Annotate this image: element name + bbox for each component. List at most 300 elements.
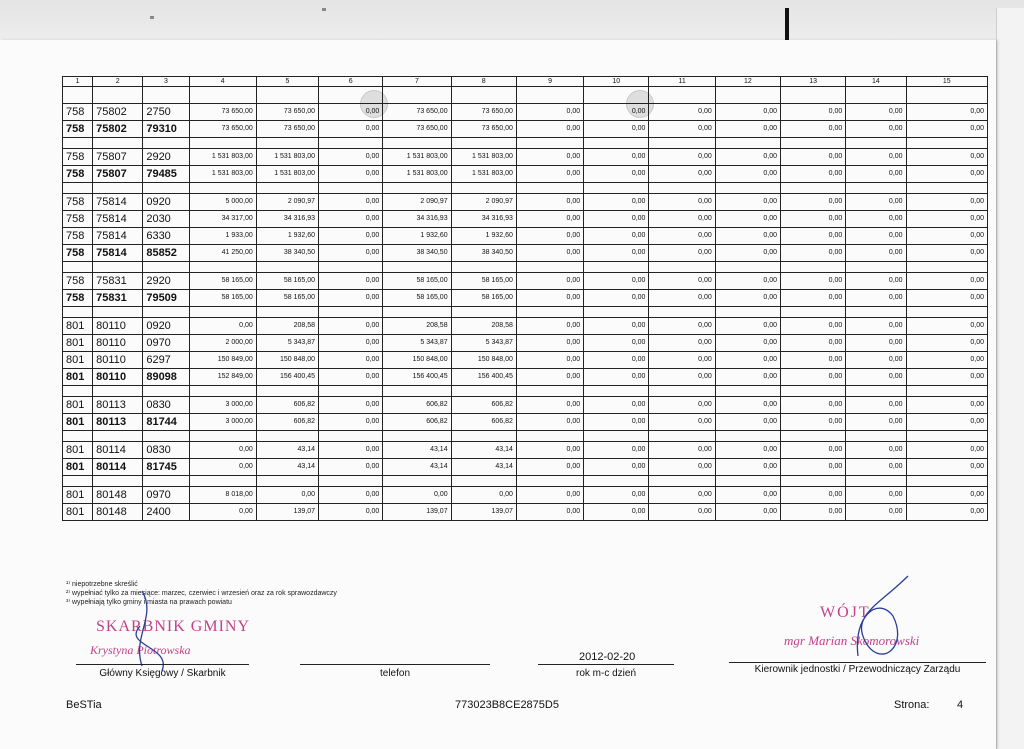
amount-cell: 1 531 803,00 bbox=[451, 149, 516, 166]
separator-cell bbox=[715, 183, 780, 194]
amount-cell: 0,00 bbox=[649, 335, 715, 352]
separator-cell bbox=[846, 138, 906, 149]
table-row bbox=[63, 504, 988, 521]
amount-cell: 0,00 bbox=[715, 318, 780, 335]
separator-cell bbox=[584, 262, 649, 273]
amount-cell: 0,00 bbox=[319, 504, 383, 521]
amount-cell: 156 400,45 bbox=[383, 369, 451, 386]
chapter-cell: 75814 bbox=[93, 211, 143, 228]
amount-cell: 156 400,45 bbox=[451, 369, 516, 386]
amount-cell: 0,00 bbox=[781, 442, 846, 459]
amount-cell: 0,00 bbox=[516, 149, 583, 166]
amount-cell: 0,00 bbox=[584, 369, 649, 386]
amount-cell: 0,00 bbox=[906, 104, 987, 121]
table-row bbox=[63, 442, 988, 459]
amount-cell: 0,00 bbox=[649, 397, 715, 414]
amount-cell: 43,14 bbox=[256, 459, 318, 476]
separator-cell bbox=[63, 476, 93, 487]
amount-cell: 0,00 bbox=[906, 273, 987, 290]
table-row bbox=[63, 273, 988, 290]
mayor-stamp: WÓJT bbox=[820, 604, 871, 621]
treasurer-signature bbox=[112, 586, 182, 676]
amount-cell: 0,00 bbox=[319, 245, 383, 262]
section-cell: 801 bbox=[63, 487, 93, 504]
amount-cell: 0,00 bbox=[846, 352, 906, 369]
separator-cell bbox=[906, 307, 987, 318]
amount-cell: 0,00 bbox=[906, 245, 987, 262]
amount-cell: 0,00 bbox=[516, 504, 583, 521]
section-cell: 758 bbox=[63, 228, 93, 245]
amount-cell: 208,58 bbox=[256, 318, 318, 335]
amount-cell: 0,00 bbox=[781, 166, 846, 183]
chapter-cell: 80148 bbox=[93, 487, 143, 504]
separator-cell bbox=[189, 476, 256, 487]
separator-cell bbox=[451, 476, 516, 487]
amount-cell: 58 165,00 bbox=[451, 290, 516, 307]
separator-cell bbox=[451, 183, 516, 194]
amount-cell: 58 165,00 bbox=[189, 290, 256, 307]
amount-cell: 43,14 bbox=[451, 459, 516, 476]
amount-cell: 0,00 bbox=[516, 228, 583, 245]
amount-cell: 0,00 bbox=[319, 414, 383, 431]
phone-label: telefon bbox=[379, 668, 411, 679]
section-cell: 758 bbox=[63, 149, 93, 166]
amount-cell: 139,07 bbox=[383, 504, 451, 521]
paragraph-cell: 79310 bbox=[143, 121, 189, 138]
footnote: ¹⁾ niepotrzebne skreślić bbox=[66, 581, 138, 588]
separator-cell bbox=[383, 87, 451, 104]
amount-cell: 38 340,50 bbox=[256, 245, 318, 262]
amount-cell: 0,00 bbox=[584, 504, 649, 521]
amount-cell: 0,00 bbox=[649, 459, 715, 476]
amount-cell: 1 531 803,00 bbox=[189, 149, 256, 166]
separator-cell bbox=[906, 476, 987, 487]
amount-cell: 0,00 bbox=[846, 318, 906, 335]
amount-cell: 0,00 bbox=[516, 442, 583, 459]
paragraph-cell: 0920 bbox=[143, 318, 189, 335]
amount-cell: 0,00 bbox=[846, 442, 906, 459]
amount-cell: 0,00 bbox=[846, 121, 906, 138]
column-number: 15 bbox=[906, 77, 987, 87]
amount-cell: 0,00 bbox=[846, 487, 906, 504]
amount-cell: 0,00 bbox=[715, 273, 780, 290]
amount-cell: 0,00 bbox=[906, 335, 987, 352]
amount-cell: 0,00 bbox=[649, 166, 715, 183]
amount-cell: 0,00 bbox=[319, 318, 383, 335]
section-cell: 801 bbox=[63, 397, 93, 414]
amount-cell: 0,00 bbox=[781, 335, 846, 352]
amount-cell: 139,07 bbox=[256, 504, 318, 521]
separator-cell bbox=[143, 431, 189, 442]
separator-cell bbox=[516, 386, 583, 397]
separator-cell bbox=[383, 431, 451, 442]
amount-cell: 58 165,00 bbox=[256, 273, 318, 290]
separator-cell bbox=[189, 183, 256, 194]
amount-cell: 0,00 bbox=[319, 273, 383, 290]
separator-cell bbox=[319, 386, 383, 397]
amount-cell: 0,00 bbox=[906, 397, 987, 414]
amount-cell: 0,00 bbox=[516, 459, 583, 476]
amount-cell: 0,00 bbox=[319, 369, 383, 386]
amount-cell: 606,82 bbox=[383, 414, 451, 431]
separator-cell bbox=[715, 87, 780, 104]
table-row bbox=[63, 352, 988, 369]
amount-cell: 0,00 bbox=[649, 273, 715, 290]
amount-cell: 58 165,00 bbox=[383, 290, 451, 307]
chapter-cell: 75831 bbox=[93, 273, 143, 290]
separator-cell bbox=[143, 87, 189, 104]
separator-cell bbox=[63, 431, 93, 442]
column-number: 1 bbox=[63, 77, 93, 87]
amount-cell: 0,00 bbox=[584, 397, 649, 414]
summary-row bbox=[63, 290, 988, 307]
separator-cell bbox=[649, 138, 715, 149]
section-cell: 758 bbox=[63, 273, 93, 290]
separator-cell bbox=[781, 87, 846, 104]
amount-cell: 0,00 bbox=[319, 352, 383, 369]
separator-cell bbox=[256, 431, 318, 442]
paragraph-cell: 0970 bbox=[143, 487, 189, 504]
separator-cell bbox=[63, 386, 93, 397]
treasurer-name-stamp: Krystyna Piotrowska bbox=[90, 643, 191, 657]
amount-cell: 0,00 bbox=[189, 504, 256, 521]
amount-cell: 0,00 bbox=[189, 442, 256, 459]
amount-cell: 0,00 bbox=[781, 414, 846, 431]
separator-cell bbox=[63, 183, 93, 194]
amount-cell: 0,00 bbox=[906, 228, 987, 245]
separator-cell bbox=[256, 386, 318, 397]
amount-cell: 150 848,00 bbox=[451, 352, 516, 369]
amount-cell: 2 000,00 bbox=[189, 335, 256, 352]
page-number: 4 bbox=[957, 699, 964, 711]
separator-cell bbox=[516, 307, 583, 318]
section-cell: 801 bbox=[63, 369, 93, 386]
amount-cell: 0,00 bbox=[319, 149, 383, 166]
amount-cell: 0,00 bbox=[906, 459, 987, 476]
amount-cell: 606,82 bbox=[256, 414, 318, 431]
separator-cell bbox=[383, 262, 451, 273]
amount-cell: 73 650,00 bbox=[451, 121, 516, 138]
signature-line bbox=[729, 662, 986, 663]
amount-cell: 0,00 bbox=[516, 166, 583, 183]
amount-cell: 0,00 bbox=[846, 273, 906, 290]
amount-cell: 0,00 bbox=[584, 459, 649, 476]
separator-cell bbox=[63, 262, 93, 273]
separator-cell bbox=[451, 87, 516, 104]
document-code: 773023B8CE2875D5 bbox=[455, 699, 559, 711]
separator-cell bbox=[584, 476, 649, 487]
separator-cell bbox=[451, 431, 516, 442]
chapter-cell: 75814 bbox=[93, 228, 143, 245]
amount-cell: 58 165,00 bbox=[256, 290, 318, 307]
separator-cell bbox=[846, 431, 906, 442]
amount-cell: 0,00 bbox=[584, 194, 649, 211]
separator-cell bbox=[256, 307, 318, 318]
separator-cell bbox=[451, 262, 516, 273]
separator-cell bbox=[649, 183, 715, 194]
amount-cell: 0,00 bbox=[189, 318, 256, 335]
amount-cell: 38 340,50 bbox=[383, 245, 451, 262]
amount-cell: 0,00 bbox=[649, 318, 715, 335]
amount-cell: 0,00 bbox=[649, 121, 715, 138]
column-number: 9 bbox=[516, 77, 583, 87]
amount-cell: 0,00 bbox=[781, 504, 846, 521]
amount-cell: 1 932,60 bbox=[256, 228, 318, 245]
amount-cell: 0,00 bbox=[256, 487, 318, 504]
amount-cell: 0,00 bbox=[649, 211, 715, 228]
table-row bbox=[63, 397, 988, 414]
separator-cell bbox=[715, 138, 780, 149]
separator-cell bbox=[846, 87, 906, 104]
chapter-cell: 80113 bbox=[93, 414, 143, 431]
column-number: 6 bbox=[319, 77, 383, 87]
amount-cell: 0,00 bbox=[846, 104, 906, 121]
amount-cell: 1 531 803,00 bbox=[189, 166, 256, 183]
amount-cell: 0,00 bbox=[715, 414, 780, 431]
amount-cell: 0,00 bbox=[189, 459, 256, 476]
paragraph-cell: 2920 bbox=[143, 273, 189, 290]
amount-cell: 0,00 bbox=[649, 290, 715, 307]
separator-cell bbox=[143, 386, 189, 397]
column-number: 4 bbox=[189, 77, 256, 87]
mayor-name-stamp: mgr Marian Skomorowski bbox=[784, 633, 920, 648]
amount-cell: 2 090,97 bbox=[451, 194, 516, 211]
amount-cell: 0,00 bbox=[516, 121, 583, 138]
amount-cell: 0,00 bbox=[715, 504, 780, 521]
amount-cell: 0,00 bbox=[906, 487, 987, 504]
amount-cell: 0,00 bbox=[516, 335, 583, 352]
report-table bbox=[62, 76, 988, 521]
chapter-cell: 80113 bbox=[93, 397, 143, 414]
amount-cell: 0,00 bbox=[906, 166, 987, 183]
amount-cell: 3 000,00 bbox=[189, 397, 256, 414]
amount-cell: 0,00 bbox=[781, 459, 846, 476]
separator-cell bbox=[516, 262, 583, 273]
group-separator bbox=[63, 476, 988, 487]
amount-cell: 606,82 bbox=[451, 397, 516, 414]
amount-cell: 606,82 bbox=[383, 397, 451, 414]
paragraph-cell: 2400 bbox=[143, 504, 189, 521]
summary-row bbox=[63, 414, 988, 431]
separator-cell bbox=[93, 262, 143, 273]
amount-cell: 208,58 bbox=[383, 318, 451, 335]
amount-cell: 0,00 bbox=[649, 149, 715, 166]
section-cell: 801 bbox=[63, 352, 93, 369]
amount-cell: 0,00 bbox=[715, 487, 780, 504]
amount-cell: 0,00 bbox=[906, 318, 987, 335]
amount-cell: 41 250,00 bbox=[189, 245, 256, 262]
amount-cell: 0,00 bbox=[584, 166, 649, 183]
separator-cell bbox=[383, 183, 451, 194]
separator-cell bbox=[189, 431, 256, 442]
table-row bbox=[63, 228, 988, 245]
amount-cell: 3 000,00 bbox=[189, 414, 256, 431]
amount-cell: 0,00 bbox=[649, 369, 715, 386]
separator-cell bbox=[451, 307, 516, 318]
separator-cell bbox=[143, 476, 189, 487]
separator-cell bbox=[319, 476, 383, 487]
amount-cell: 73 650,00 bbox=[383, 121, 451, 138]
amount-cell: 0,00 bbox=[516, 290, 583, 307]
amount-cell: 0,00 bbox=[584, 245, 649, 262]
amount-cell: 0,00 bbox=[906, 442, 987, 459]
amount-cell: 0,00 bbox=[715, 166, 780, 183]
summary-row bbox=[63, 459, 988, 476]
separator-cell bbox=[319, 138, 383, 149]
amount-cell: 0,00 bbox=[846, 369, 906, 386]
section-cell: 758 bbox=[63, 166, 93, 183]
paragraph-cell: 89098 bbox=[143, 369, 189, 386]
amount-cell: 152 849,00 bbox=[189, 369, 256, 386]
amount-cell: 0,00 bbox=[781, 318, 846, 335]
amount-cell: 0,00 bbox=[715, 459, 780, 476]
paragraph-cell: 81744 bbox=[143, 414, 189, 431]
paragraph-cell: 6297 bbox=[143, 352, 189, 369]
separator-cell bbox=[63, 87, 93, 104]
separator-cell bbox=[584, 87, 649, 104]
amount-cell: 0,00 bbox=[319, 194, 383, 211]
column-number: 8 bbox=[451, 77, 516, 87]
separator-cell bbox=[63, 307, 93, 318]
separator-cell bbox=[256, 476, 318, 487]
paragraph-cell: 6330 bbox=[143, 228, 189, 245]
manager-label: Kierownik jednostki / Przewodniczący Zarządu bbox=[754, 664, 961, 675]
separator-cell bbox=[649, 386, 715, 397]
group-separator bbox=[63, 386, 988, 397]
separator-cell bbox=[143, 138, 189, 149]
amount-cell: 0,00 bbox=[781, 369, 846, 386]
summary-row bbox=[63, 121, 988, 138]
amount-cell: 0,00 bbox=[906, 149, 987, 166]
amount-cell: 0,00 bbox=[584, 442, 649, 459]
table-row bbox=[63, 487, 988, 504]
amount-cell: 0,00 bbox=[319, 104, 383, 121]
amount-cell: 8 018,00 bbox=[189, 487, 256, 504]
table-row bbox=[63, 194, 988, 211]
amount-cell: 1 531 803,00 bbox=[383, 149, 451, 166]
separator-cell bbox=[451, 386, 516, 397]
separator-cell bbox=[781, 183, 846, 194]
amount-cell: 0,00 bbox=[584, 290, 649, 307]
separator-cell bbox=[319, 87, 383, 104]
column-number: 3 bbox=[143, 77, 189, 87]
separator-cell bbox=[906, 138, 987, 149]
table-row bbox=[63, 318, 988, 335]
amount-cell: 0,00 bbox=[319, 121, 383, 138]
amount-cell: 5 343,87 bbox=[256, 335, 318, 352]
separator-cell bbox=[584, 307, 649, 318]
separator-cell bbox=[383, 476, 451, 487]
amount-cell: 150 849,00 bbox=[189, 352, 256, 369]
footnotes bbox=[66, 580, 337, 607]
chapter-cell: 80110 bbox=[93, 335, 143, 352]
separator-cell bbox=[189, 386, 256, 397]
amount-cell: 0,00 bbox=[319, 290, 383, 307]
separator-cell bbox=[256, 87, 318, 104]
separator-cell bbox=[649, 87, 715, 104]
amount-cell: 150 848,00 bbox=[383, 352, 451, 369]
separator-cell bbox=[715, 262, 780, 273]
amount-cell: 0,00 bbox=[584, 104, 649, 121]
separator-cell bbox=[906, 183, 987, 194]
separator-cell bbox=[383, 307, 451, 318]
amount-cell: 0,00 bbox=[649, 352, 715, 369]
paragraph-cell: 0920 bbox=[143, 194, 189, 211]
amount-cell: 1 932,60 bbox=[383, 228, 451, 245]
separator-cell bbox=[584, 431, 649, 442]
amount-cell: 0,00 bbox=[516, 414, 583, 431]
amount-cell: 1 932,60 bbox=[451, 228, 516, 245]
amount-cell: 43,14 bbox=[383, 459, 451, 476]
summary-row bbox=[63, 245, 988, 262]
group-separator bbox=[63, 87, 988, 104]
separator-cell bbox=[781, 386, 846, 397]
scan-speck bbox=[150, 16, 154, 19]
separator-cell bbox=[93, 87, 143, 104]
amount-cell: 0,00 bbox=[584, 121, 649, 138]
amount-cell: 0,00 bbox=[846, 459, 906, 476]
report-date: 2012-02-20 bbox=[579, 651, 636, 663]
amount-cell: 0,00 bbox=[319, 442, 383, 459]
separator-cell bbox=[93, 431, 143, 442]
amount-cell: 0,00 bbox=[781, 149, 846, 166]
separator-cell bbox=[451, 138, 516, 149]
amount-cell: 0,00 bbox=[319, 487, 383, 504]
amount-cell: 73 650,00 bbox=[383, 104, 451, 121]
paragraph-cell: 81745 bbox=[143, 459, 189, 476]
amount-cell: 0,00 bbox=[584, 273, 649, 290]
amount-cell: 0,00 bbox=[906, 211, 987, 228]
amount-cell: 5 343,87 bbox=[451, 335, 516, 352]
column-number: 14 bbox=[846, 77, 906, 87]
amount-cell: 0,00 bbox=[715, 245, 780, 262]
paragraph-cell: 0830 bbox=[143, 397, 189, 414]
amount-cell: 0,00 bbox=[846, 414, 906, 431]
chapter-cell: 80114 bbox=[93, 442, 143, 459]
page-label: Strona: bbox=[894, 699, 930, 711]
amount-cell: 0,00 bbox=[715, 194, 780, 211]
chapter-cell: 80110 bbox=[93, 369, 143, 386]
amount-cell: 34 316,93 bbox=[451, 211, 516, 228]
footnote: ³⁾ wypełniają tylko gminy i miasta na prawach powiatu bbox=[66, 599, 232, 606]
column-number-row bbox=[63, 77, 988, 87]
footnote: ²⁾ wypełniać tylko za miesiące: marzec, czerwiec i wrzesień oraz za rok sprawozdawczy bbox=[66, 590, 337, 597]
paragraph-cell: 0830 bbox=[143, 442, 189, 459]
amount-cell: 43,14 bbox=[256, 442, 318, 459]
amount-cell: 73 650,00 bbox=[256, 121, 318, 138]
separator-cell bbox=[906, 431, 987, 442]
separator-cell bbox=[143, 307, 189, 318]
group-separator bbox=[63, 138, 988, 149]
section-cell: 758 bbox=[63, 211, 93, 228]
separator-cell bbox=[781, 138, 846, 149]
separator-cell bbox=[649, 262, 715, 273]
separator-cell bbox=[93, 307, 143, 318]
amount-cell: 0,00 bbox=[715, 211, 780, 228]
column-number: 11 bbox=[649, 77, 715, 87]
amount-cell: 0,00 bbox=[451, 487, 516, 504]
separator-cell bbox=[516, 431, 583, 442]
separator-cell bbox=[781, 431, 846, 442]
amount-cell: 0,00 bbox=[781, 352, 846, 369]
amount-cell: 1 933,00 bbox=[189, 228, 256, 245]
separator-cell bbox=[93, 386, 143, 397]
separator-cell bbox=[781, 307, 846, 318]
separator-cell bbox=[143, 262, 189, 273]
scan-speck bbox=[322, 8, 326, 11]
amount-cell: 0,00 bbox=[906, 121, 987, 138]
amount-cell: 0,00 bbox=[781, 397, 846, 414]
